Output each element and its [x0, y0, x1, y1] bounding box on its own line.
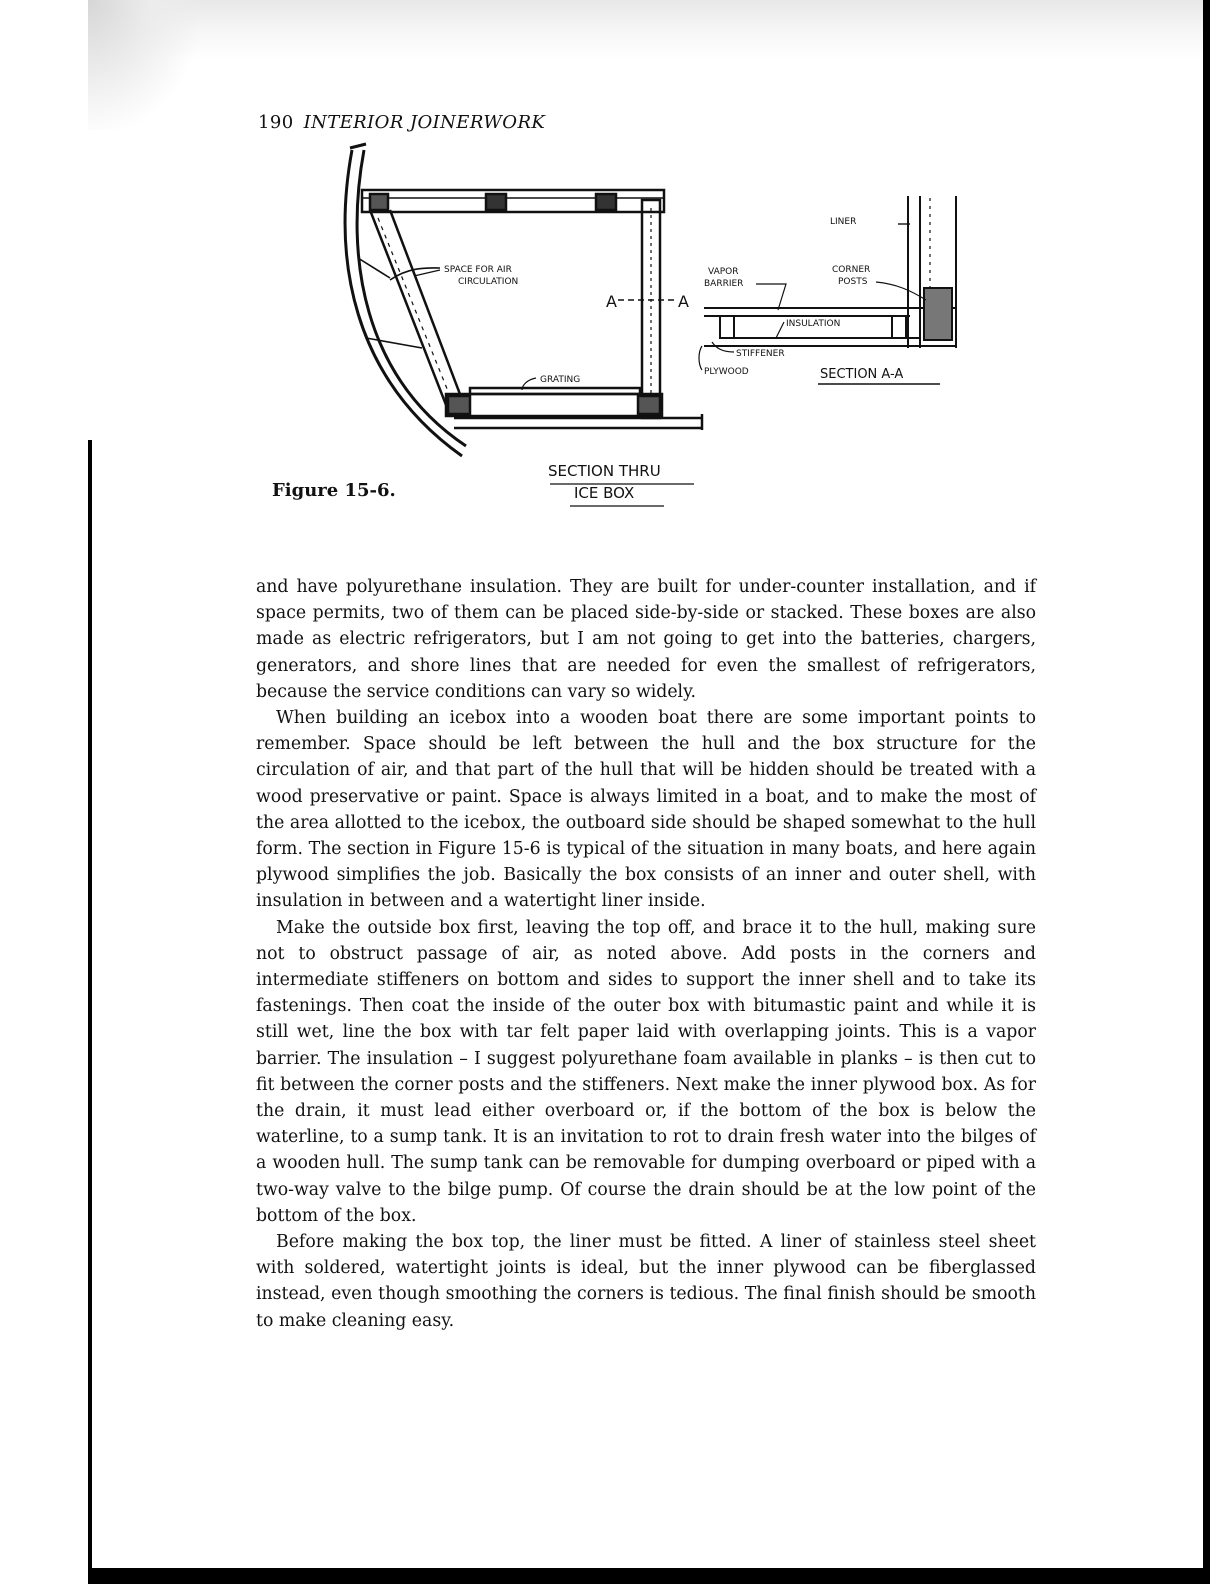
box-top — [362, 190, 664, 212]
figure-caption-label: Figure 15-6. — [272, 480, 396, 501]
label-corner-1: CORNER — [832, 265, 871, 275]
figure-title-line1: SECTION THRU — [548, 462, 661, 480]
label-corner-2: POSTS — [838, 277, 868, 287]
scan-border-bottom — [88, 1568, 1210, 1584]
box-outboard-wall — [370, 210, 466, 410]
ice-box-drawing — [240, 138, 980, 518]
figure-title-line2: ICE BOX — [574, 484, 635, 502]
section-mark-right: A — [678, 292, 689, 311]
running-head — [258, 112, 545, 133]
label-plywood: PLYWOOD — [704, 367, 749, 377]
paragraph: Make the outside box first, leaving the top off, and brace it to the hull, making sure not to obstruct passage of air, as noted above. Add posts in the corners and intermediate stiffeners on bottom and sides to support the inner shell and to take its fastenings. Then coat the inside of the outer box with bitumastic paint and while it is still wet, line the box with tar felt paper laid with overlapping joints. This is a vapor barrier. The insulation – I suggest polyurethane foam available in planks – is then cut to fit between the corner posts and the stiffeners. Next make the inner plywood box. As for the drain, it must lead either overboard or, if the bottom of the box is below the waterline, to a sump tank. It is an invitation to rot to drain fresh water into the bilges of a wooden hull. The sump tank can be removable for dumping overboard or piped with a two-way valve to the bilge pump. Of course the drain should be at the low point of the bottom of the box. — [256, 917, 1036, 1226]
chapter-title: INTERIOR JOINERWORK — [303, 112, 546, 133]
label-grating: GRATING — [540, 375, 581, 385]
paragraph: Before making the box top, the liner must be fitted. A liner of stainless steel sheet with soldered, watertight joints is ideal, but the inner plywood can be fiberglassed instead, even though smoothing the corners is tedious. The final finish should be smooth to make cleaning easy. — [256, 1232, 1036, 1331]
label-space-for-air-2: CIRCULATION — [458, 277, 519, 287]
paragraph: and have polyurethane insulation. They are built for under-counter installation, and if space permits, two of them can be placed side-by-side or stacked. These boxes are also made as electric refrigerators, but I am not going to get into the batteries, chargers, generators, and shore lines that are needed for even the smallest of refrigerators, because the service conditions can vary so widely. — [256, 577, 1036, 702]
body-text — [256, 574, 1036, 1334]
box-bottom — [446, 388, 702, 430]
section-mark-left: A — [606, 292, 617, 311]
scan-border-left — [88, 440, 92, 1584]
scan-border-right — [1203, 0, 1210, 1584]
label-vapor-2: BARRIER — [704, 279, 744, 289]
label-stiffener: STIFFENER — [736, 349, 785, 359]
scan-shadow-corner — [88, 0, 198, 130]
label-liner: LINER — [830, 217, 857, 227]
box-inboard-wall — [642, 200, 660, 418]
paragraph: When building an icebox into a wooden boat there are some important points to remember. Space should be left between the hull and the box structure for the circulation of air, and that part of the hull that will be hidden should be treated with a wood preservative or paint. Space is always limited in a boat, and to make the most of the area allotted to the icebox, the outboard side should be shaped somewhat to the hull form. The section in Figure 15-6 is typical of the situation in many boats, and here again plywood simplifies the job. Basically the box consists of an inner and outer shell, with insulation in between and a watertight liner inside. — [256, 708, 1036, 912]
label-vapor-1: VAPOR — [708, 267, 739, 277]
figure-ice-box-section — [240, 138, 980, 518]
label-space-for-air-1: SPACE FOR AIR — [444, 265, 512, 275]
label-insulation: INSULATION — [786, 319, 841, 329]
label-section-aa: SECTION A-A — [820, 367, 904, 382]
page-number: 190 — [258, 112, 294, 133]
scan-shadow-top — [88, 0, 1203, 60]
